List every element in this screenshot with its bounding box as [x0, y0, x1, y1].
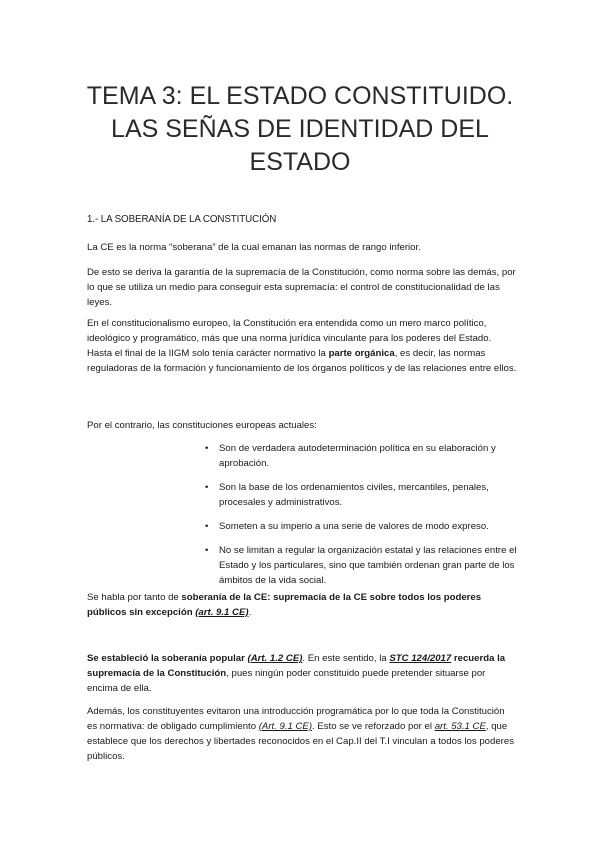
paragraph-6-mid: . En este sentido, la: [302, 653, 390, 664]
paragraph-6-end: , pues ningún poder constituido puede pretender situarse por encima de ella.: [87, 668, 486, 694]
list-item: [205, 543, 517, 588]
bullet-icon: •: [205, 521, 209, 532]
paragraph-3: [87, 316, 517, 376]
article-reference-link[interactable]: art. 53.1 CE: [434, 721, 486, 732]
bullet-list: [205, 441, 517, 597]
paragraph-6: [87, 651, 517, 696]
paragraph-5-end: .: [248, 607, 252, 618]
list-item-text: Son la base de los ordenamientos civiles, mercantiles, penales, procesales y administrativos.: [219, 482, 489, 508]
bullet-icon: •: [205, 545, 209, 556]
section-heading: 1.- LA SOBERANÍA DE LA CONSTITUCIÓN: [87, 214, 277, 225]
paragraph-2: [87, 265, 517, 310]
paragraph-7-text-a: Además, los constituyentes evitaron una introducción programática por lo que toda la Constitución es normativa: de obligado cumplimiento: [87, 706, 505, 732]
paragraph-6-bold-2: recuerda la supremacía de la Constitución: [87, 653, 506, 679]
paragraph-1: [87, 240, 517, 255]
bullet-icon: •: [205, 482, 209, 493]
paragraph-4: [87, 418, 517, 433]
paragraph-5-text-a: Se habla por tanto de: [87, 592, 182, 603]
paragraph-1-text: La CE es la norma “soberana” de la cual emanan las normas de rango inferior.: [87, 242, 421, 253]
stc-reference-link[interactable]: STC 124/2017: [389, 653, 452, 664]
paragraph-7-text-c: , que establece que los derechos y libertades reconocidos en el Cap.II del T.I vinculan a todos los poderes públicos.: [87, 721, 515, 762]
article-reference-link[interactable]: (art. 9.1 CE): [195, 607, 249, 618]
paragraph-3-text-a: En el constitucionalismo europeo, la Constitución era entendida como un mero marco político, ideológico y programático, más que una norma jurídica vinculante para los poderes del Estado. Hasta el final de la IIGM solo tenía carácter normativo la: [87, 318, 492, 359]
list-item-text: No se limitan a regular la organización estatal y las relaciones entre el Estado y los particulares, sino que también ordenan gran parte de los ámbitos de la vida social.: [219, 545, 517, 586]
page-title: [40, 80, 560, 179]
paragraph-3-text-b: , es decir, las normas reguladoras de la formación y funcionamiento de los órganos políticos y de las relaciones entre ellos.: [87, 348, 517, 374]
paragraph-6-bold-1: Se estableció la soberanía popular: [87, 653, 245, 664]
paragraph-5-bold: soberanía de la CE: supremacía de la CE sobre todos los poderes públicos sin excepción: [87, 592, 482, 618]
paragraph-2-text: De esto se deriva la garantía de la supremacía de la Constitución, como norma sobre las demás, por lo que se utiliza un medio para conseguir esta supremacía: el control de constitucionalidad de las leyes.: [87, 267, 516, 308]
paragraph-3-bold: parte orgánica: [328, 348, 395, 359]
paragraph-5: [87, 590, 517, 620]
article-reference-link[interactable]: (Art. 1.2 CE): [247, 653, 303, 664]
paragraph-4-text: Por el contrario, las constituciones europeas actuales:: [87, 420, 317, 431]
title-line-3: ESTADO: [249, 148, 351, 176]
title-line-1: TEMA 3: EL ESTADO CONSTITUIDO.: [86, 82, 514, 110]
list-item: [205, 519, 517, 534]
list-item-text: Son de verdadera autodeterminación política en su elaboración y aprobación.: [219, 443, 496, 469]
article-reference-link[interactable]: (Art. 9.1 CE): [258, 721, 313, 732]
bullet-icon: •: [205, 443, 209, 454]
list-item: [205, 441, 517, 471]
title-line-2: LAS SEÑAS DE IDENTIDAD DEL: [111, 115, 489, 143]
paragraph-7-text-b: . Esto se ve reforzado por el: [312, 721, 435, 732]
paragraph-7: [87, 704, 517, 764]
list-item: [205, 480, 517, 510]
list-item-text: Someten a su imperio a una serie de valores de modo expreso.: [219, 521, 489, 532]
